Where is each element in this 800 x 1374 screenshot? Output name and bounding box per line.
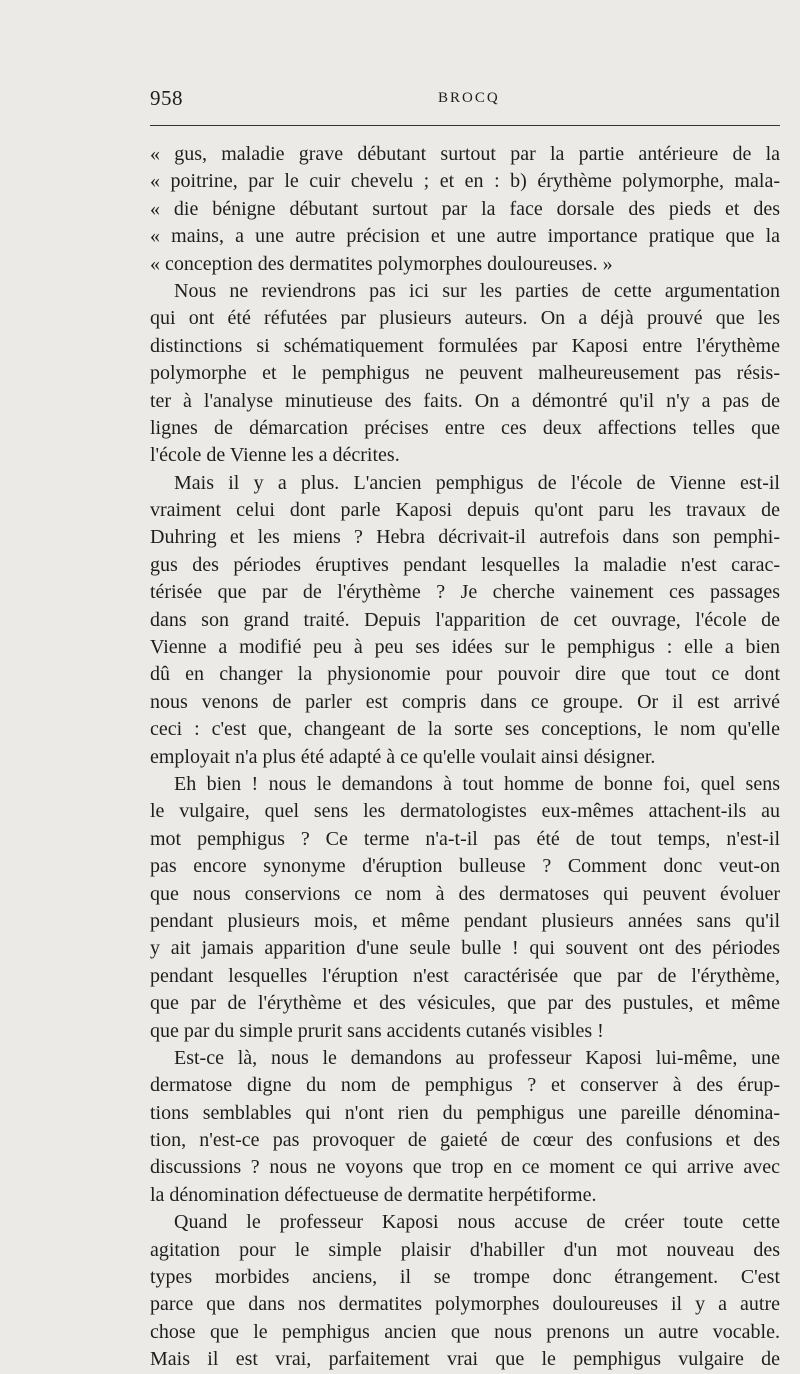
text-line: agitation pour le simple plaisir d'habiller d'un mot nouveau des: [150, 1238, 780, 1261]
text-line: Nous ne reviendrons pas ici sur les parties de cette argumentation: [174, 279, 780, 302]
text-line: Mais il y a plus. L'ancien pemphigus de l'école de Vienne est-il: [174, 471, 780, 494]
text-line: mot pemphigus ? Ce terme n'a-t-il pas été de tout temps, n'est-il: [150, 827, 780, 850]
text-line: Est-ce là, nous le demandons au professeur Kaposi lui-même, une: [174, 1046, 780, 1069]
text-line: Mais il est vrai, parfaitement vrai que le pemphigus vulgaire de: [150, 1348, 780, 1371]
text-line: pendant plusieurs mois, et même pendant plusieurs années sans qu'il: [150, 909, 780, 932]
running-head: BROCQ: [438, 90, 500, 106]
text-line: Vienne a modifié peu à peu ses idées sur le pemphigus : elle a bien: [150, 636, 780, 659]
text-line: lignes de démarcation précises entre ces deux affections telles que: [150, 416, 780, 439]
text-line: Quand le professeur Kaposi nous accuse de créer toute cette: [174, 1211, 780, 1234]
text-line: la dénomination défectueuse de dermatite herpétiforme.: [150, 1183, 597, 1206]
text-line: « poitrine, par le cuir chevelu ; et en : b) érythème polymorphe, mala-: [150, 170, 780, 193]
text-line: « gus, maladie grave débutant surtout par la partie antérieure de la: [150, 143, 780, 165]
text-line: pendant lesquelles l'éruption n'est caractérisée que par de l'érythème,: [150, 964, 780, 987]
text-line: Eh bien ! nous le demandons à tout homme de bonne foi, quel sens: [174, 772, 780, 795]
text-line: chose que le pemphigus ancien que nous prenons un autre vocable.: [150, 1320, 780, 1343]
text-line: térisée que par de l'érythème ? Je cherche vainement ces passages: [150, 581, 780, 604]
text-line: qui ont été réfutées par plusieurs auteurs. On a déjà prouvé que les: [150, 307, 780, 330]
body-text: [150, 141, 780, 1374]
header-rule: [150, 125, 780, 126]
text-line: « mains, a une autre précision et une autre importance pratique que la: [150, 225, 780, 248]
text-line: gus des périodes éruptives pendant lesquelles la maladie n'est carac-: [150, 553, 780, 576]
text-line: l'école de Vienne les a décrites.: [150, 444, 400, 467]
text-line: pas encore synonyme d'éruption bulleuse ? Comment donc veut-on: [150, 855, 780, 878]
text-line: que par du simple prurit sans accidents cutanés visibles !: [150, 1019, 604, 1042]
text-line: « conception des dermatites polymorphes douloureuses. »: [150, 252, 613, 275]
page-header: [150, 86, 780, 116]
page-number: 958: [150, 86, 183, 110]
text-line: que nous conservions ce nom à des dermatoses qui peuvent évoluer: [150, 882, 780, 905]
text-line: dû en changer la physionomie pour pouvoir dire que tout ce dont: [150, 663, 780, 686]
text-line: le vulgaire, quel sens les dermatologistes eux-mêmes attachent-ils au: [150, 800, 780, 823]
text-line: nous venons de parler est compris dans ce groupe. Or il est arrivé: [150, 690, 780, 713]
text-line: « die bénigne débutant surtout par la face dorsale des pieds et des: [150, 197, 780, 220]
text-line: dans son grand traité. Depuis l'apparition de cet ouvrage, l'école de: [150, 608, 780, 631]
text-line: ceci : c'est que, changeant de la sorte ses conceptions, le nom qu'elle: [150, 718, 780, 741]
text-line: types morbides anciens, il se trompe donc étrangement. C'est: [150, 1266, 780, 1289]
text-line: ter à l'analyse minutieuse des faits. On a démontré qu'il n'y a pas de: [150, 389, 780, 412]
text-line: tions semblables qui n'ont rien du pemphigus une pareille dénomina-: [150, 1101, 780, 1124]
text-line: employait n'a plus été adapté à ce qu'elle voulait ainsi désigner.: [150, 745, 656, 768]
text-line: Duhring et les miens ? Hebra décrivait-il autrefois dans son pemphi-: [150, 526, 780, 549]
text-line: discussions ? nous ne voyons que trop en ce moment ce qui arrive avec: [150, 1156, 780, 1179]
text-line: dermatose digne du nom de pemphigus ? et conserver à des érup-: [150, 1074, 780, 1097]
text-line: que par de l'érythème et des vésicules, que par des pustules, et même: [150, 992, 780, 1015]
text-line: tion, n'est-ce pas provoquer de gaieté de cœur des confusions et des: [150, 1129, 780, 1152]
text-line: polymorphe et le pemphigus ne peuvent malheureusement pas résis-: [150, 362, 780, 385]
text-line: vraiment celui dont parle Kaposi depuis qu'ont paru les travaux de: [150, 499, 780, 522]
text-line: distinctions si schématiquement formulées par Kaposi entre l'érythème: [150, 334, 780, 357]
text-line: parce que dans nos dermatites polymorphes douloureuses il y a autre: [150, 1293, 780, 1316]
text-line: y ait jamais apparition d'une seule bulle ! qui souvent ont des périodes: [150, 937, 780, 960]
